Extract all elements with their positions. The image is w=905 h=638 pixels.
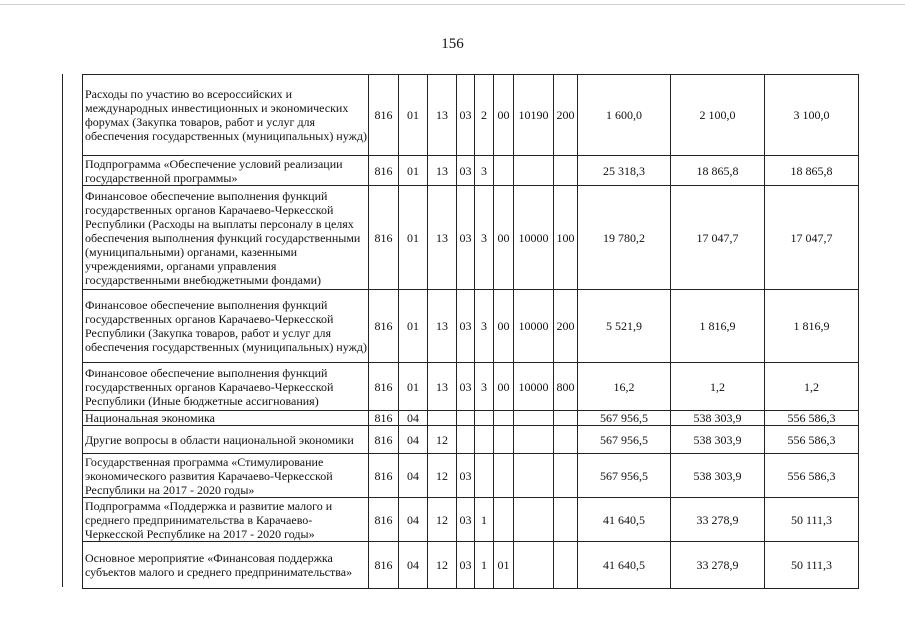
code-direction xyxy=(514,542,554,589)
table-row xyxy=(83,186,859,290)
code-expense-type: 800 xyxy=(554,363,578,411)
code-program xyxy=(457,426,475,454)
code-direction xyxy=(514,426,554,454)
code-subprogram xyxy=(475,426,494,454)
amount-year-2: 18 865,8 xyxy=(671,156,765,186)
code-subsection: 13 xyxy=(428,186,457,290)
code-subprogram: 1 xyxy=(475,542,494,589)
code-section: 04 xyxy=(399,426,428,454)
code-direction xyxy=(514,498,554,542)
table-row xyxy=(83,498,859,542)
code-subsection xyxy=(428,411,457,426)
table-row xyxy=(83,363,859,411)
code-expense-type xyxy=(554,426,578,454)
amount-year-1: 19 780,2 xyxy=(578,186,671,290)
code-activity xyxy=(494,156,514,186)
amount-year-2: 538 303,9 xyxy=(671,411,765,426)
code-section: 01 xyxy=(399,290,428,363)
amount-year-2: 538 303,9 xyxy=(671,454,765,498)
code-section: 04 xyxy=(399,411,428,426)
code-subsection: 12 xyxy=(428,498,457,542)
code-subsection: 12 xyxy=(428,542,457,589)
code-section: 04 xyxy=(399,498,428,542)
code-activity xyxy=(494,426,514,454)
expense-name: Подпрограмма «Обеспечение условий реализации государственной программы» xyxy=(83,156,369,186)
amount-year-1: 5 521,9 xyxy=(578,290,671,363)
code-expense-type xyxy=(554,542,578,589)
amount-year-3: 556 586,3 xyxy=(765,454,859,498)
code-activity xyxy=(494,454,514,498)
amount-year-2: 33 278,9 xyxy=(671,498,765,542)
code-ministry: 816 xyxy=(369,426,399,454)
code-program: 03 xyxy=(457,156,475,186)
code-program: 03 xyxy=(457,542,475,589)
table-row xyxy=(83,156,859,186)
code-program: 03 xyxy=(457,290,475,363)
code-direction: 10000 xyxy=(514,363,554,411)
amount-year-1: 41 640,5 xyxy=(578,498,671,542)
expense-name: Подпрограмма «Поддержка и развитие малого и среднего предпринимательства в Карачаево-Черкесской Республике на 2017 - 2020 годы» xyxy=(83,498,369,542)
code-subprogram xyxy=(475,411,494,426)
table-row xyxy=(83,75,859,156)
amount-year-1: 1 600,0 xyxy=(578,75,671,156)
amount-year-3: 3 100,0 xyxy=(765,75,859,156)
code-direction xyxy=(514,411,554,426)
amount-year-2: 1 816,9 xyxy=(671,290,765,363)
amount-year-3: 1 816,9 xyxy=(765,290,859,363)
expense-name: Другие вопросы в области национальной экономики xyxy=(83,426,369,454)
table-row xyxy=(83,454,859,498)
code-activity: 00 xyxy=(494,363,514,411)
code-ministry: 816 xyxy=(369,290,399,363)
code-direction: 10000 xyxy=(514,290,554,363)
code-subprogram: 3 xyxy=(475,363,494,411)
code-program xyxy=(457,411,475,426)
code-subsection: 13 xyxy=(428,363,457,411)
budget-table xyxy=(82,74,859,589)
amount-year-1: 567 956,5 xyxy=(578,454,671,498)
code-activity: 01 xyxy=(494,542,514,589)
code-program: 03 xyxy=(457,75,475,156)
code-direction: 10000 xyxy=(514,186,554,290)
amount-year-1: 41 640,5 xyxy=(578,542,671,589)
code-section: 04 xyxy=(399,542,428,589)
code-ministry: 816 xyxy=(369,542,399,589)
amount-year-3: 18 865,8 xyxy=(765,156,859,186)
table-row xyxy=(83,290,859,363)
code-expense-type: 100 xyxy=(554,186,578,290)
table-row xyxy=(83,426,859,454)
code-expense-type xyxy=(554,498,578,542)
code-section: 04 xyxy=(399,454,428,498)
code-subsection: 13 xyxy=(428,156,457,186)
amount-year-2: 33 278,9 xyxy=(671,542,765,589)
code-program: 03 xyxy=(457,186,475,290)
amount-year-3: 17 047,7 xyxy=(765,186,859,290)
code-subsection: 12 xyxy=(428,454,457,498)
code-ministry: 816 xyxy=(369,186,399,290)
code-ministry: 816 xyxy=(369,498,399,542)
code-expense-type xyxy=(554,156,578,186)
table-left-margin xyxy=(62,74,83,587)
code-ministry: 816 xyxy=(369,363,399,411)
amount-year-2: 538 303,9 xyxy=(671,426,765,454)
page-number: 156 xyxy=(441,36,464,52)
code-activity: 00 xyxy=(494,290,514,363)
amount-year-3: 556 586,3 xyxy=(765,411,859,426)
code-program: 03 xyxy=(457,498,475,542)
expense-name: Расходы по участию во всероссийских и международных инвестиционных и экономических форумах (Закупка товаров, работ и услуг для обеспечения государственных (муниципальных) нужд) xyxy=(83,75,369,156)
code-section: 01 xyxy=(399,186,428,290)
amount-year-3: 1,2 xyxy=(765,363,859,411)
amount-year-2: 1,2 xyxy=(671,363,765,411)
code-expense-type xyxy=(554,411,578,426)
code-activity: 00 xyxy=(494,75,514,156)
code-subprogram: 3 xyxy=(475,290,494,363)
code-section: 01 xyxy=(399,156,428,186)
amount-year-2: 2 100,0 xyxy=(671,75,765,156)
code-section: 01 xyxy=(399,363,428,411)
code-ministry: 816 xyxy=(369,75,399,156)
code-activity xyxy=(494,411,514,426)
amount-year-1: 567 956,5 xyxy=(578,411,671,426)
expense-name: Финансовое обеспечение выполнения функций государственных органов Карачаево-Черкесской Республики (Расходы на выплаты персоналу в целях обеспечения выполнения функций государственными (муниципальными) органами, казенными учреждениями, органами управления государственными внебюджетными фондами) xyxy=(83,186,369,290)
table-row xyxy=(83,542,859,589)
code-section: 01 xyxy=(399,75,428,156)
code-program: 03 xyxy=(457,363,475,411)
expense-name: Государственная программа «Стимулирование экономического развития Карачаево-Черкесской Республики на 2017 - 2020 годы» xyxy=(83,454,369,498)
code-activity: 00 xyxy=(494,186,514,290)
page-top-rule xyxy=(0,4,905,5)
code-subsection: 13 xyxy=(428,75,457,156)
code-program: 03 xyxy=(457,454,475,498)
code-subsection: 12 xyxy=(428,426,457,454)
code-subsection: 13 xyxy=(428,290,457,363)
expense-name: Финансовое обеспечение выполнения функций государственных органов Карачаево-Черкесской Республики (Иные бюджетные ассигнования) xyxy=(83,363,369,411)
code-direction xyxy=(514,156,554,186)
expense-name: Основное мероприятие «Финансовая поддержка субъектов малого и среднего предпринимательства» xyxy=(83,542,369,589)
expense-name: Национальная экономика xyxy=(83,411,369,426)
code-subprogram xyxy=(475,454,494,498)
amount-year-2: 17 047,7 xyxy=(671,186,765,290)
code-ministry: 816 xyxy=(369,156,399,186)
code-subprogram: 3 xyxy=(475,156,494,186)
amount-year-1: 567 956,5 xyxy=(578,426,671,454)
code-activity xyxy=(494,498,514,542)
code-direction: 10190 xyxy=(514,75,554,156)
code-expense-type xyxy=(554,454,578,498)
code-ministry: 816 xyxy=(369,411,399,426)
code-expense-type: 200 xyxy=(554,75,578,156)
expense-name: Финансовое обеспечение выполнения функций государственных органов Карачаево-Черкесской Республики (Закупка товаров, работ и услуг для обеспечения государственных (муниципальных) нужд) xyxy=(83,290,369,363)
amount-year-1: 16,2 xyxy=(578,363,671,411)
amount-year-3: 50 111,3 xyxy=(765,542,859,589)
code-subprogram: 2 xyxy=(475,75,494,156)
amount-year-3: 50 111,3 xyxy=(765,498,859,542)
code-subprogram: 3 xyxy=(475,186,494,290)
amount-year-3: 556 586,3 xyxy=(765,426,859,454)
code-ministry: 816 xyxy=(369,454,399,498)
code-expense-type: 200 xyxy=(554,290,578,363)
table-row xyxy=(83,411,859,426)
amount-year-1: 25 318,3 xyxy=(578,156,671,186)
code-direction xyxy=(514,454,554,498)
code-subprogram: 1 xyxy=(475,498,494,542)
